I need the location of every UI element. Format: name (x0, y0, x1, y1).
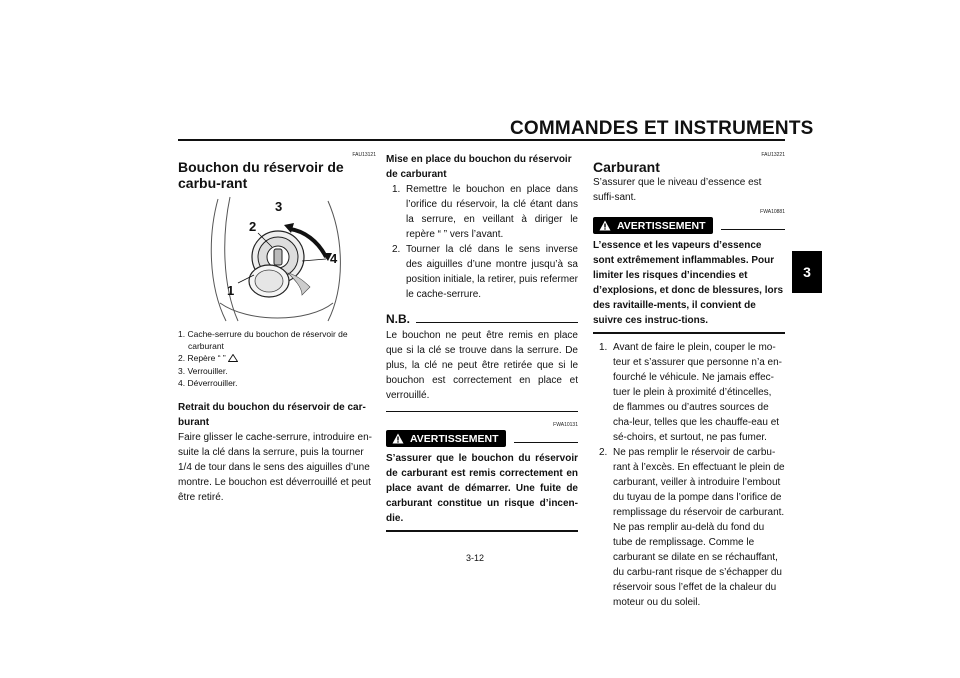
fuel-cap-illustration (178, 195, 376, 323)
page-title: COMMANDES ET INSTRUMENTS (510, 118, 814, 139)
fuel-steps (593, 340, 785, 610)
nb-label: N.B. (386, 312, 410, 326)
fuel-step-1-text: Avant de faire le plein, couper le mo-teur et s’assurer que personne n’a en-fourché le véhicule. Ne jamais effec-tuer le plein à proximité d’étincelles, de flammes ou d’autres sources de cha-leur, telles que les chauffe-eau et sé-choirs, et surtout, ne pas fumer. (613, 341, 782, 443)
warning-banner (593, 217, 785, 234)
install-step-2-text: Tourner la clé dans le sens inverse des aiguilles d’une montre jusqu’à sa position initiale, la retirer, puis refermer le cache-serrure. (406, 244, 578, 300)
section-heading: Carburant (593, 159, 660, 175)
warning-rule (593, 332, 785, 334)
header-rule (178, 139, 785, 141)
nb-text: Le bouchon ne peut être remis en place que si la clé se trouve dans la serrure. De plus, la clé ne peut être retirée que si le bouchon est correctement en place et verrouillé. (386, 330, 578, 401)
install-heading: Mise en place du bouchon du réservoir de carburant (386, 154, 572, 180)
column-2 (386, 152, 578, 532)
warning-rule (386, 530, 578, 532)
section-heading: Bouchon du réservoir de carbu-rant (178, 159, 344, 191)
figure-label-2: 2 (249, 219, 257, 234)
column-1 (178, 152, 376, 505)
section-code: FAU13221 (761, 152, 785, 158)
nb-rule (386, 411, 578, 412)
caption-3: 3. Verrouiller. (178, 365, 228, 376)
warning-code: FWA10131 (553, 422, 578, 428)
warning-label: AVERTISSEMENT (410, 432, 499, 445)
warning-text: L’essence et les vapeurs d’essence sont extrêmement inflammables. Pour limiter les risques d’incendies et d’explosions, et donc de blessures, lors des ravitaille-ments, il convient de suivre ces instruc-tions. (593, 240, 784, 326)
install-step-1-text: Remettre le bouchon en place dans l’orifice du réservoir, la clé étant dans la serrure, en veillant à diriger le repère “ ” vers l’avant. (406, 184, 578, 240)
warning-label: AVERTISSEMENT (617, 219, 706, 232)
figure-captions (178, 329, 376, 390)
caption-4: 4. Déverrouiller. (178, 378, 238, 388)
fuel-step-1: 1. Avant de faire le plein, couper le mo-teur et s’assurer que personne n’a en-fourché le véhicule. Ne jamais effec-tuer le plein à proximité d’étincelles, de flammes ou d’autres sources de cha-leur, telles que les chauffe-eau et sé-choirs, et surtout, ne pas fumer. (599, 340, 785, 445)
warning-label-box (593, 217, 713, 234)
warning-triangle-icon (392, 433, 404, 444)
install-step-1: 1. Remettre le bouchon en place dans l’orifice du réservoir, la clé étant dans la serrure, en veillant à diriger le repère “ ” vers l’avant. (392, 184, 578, 240)
install-step-2: 2. Tourner la clé dans le sens inverse des aiguilles d’une montre jusqu’à sa position initiale, la retirer, puis refermer le cache-serrure. (392, 244, 578, 300)
fuel-step-2: 2. Ne pas remplir le réservoir de carbu-rant à l’excès. En effectuant le plein de carburant, veiller à introduire l’embout du tuyau de la pompe dans l’orifice de remplissage du réservoir de carburant. Ne pas remplir au-delà du fond du tube de remplissage. Comme le carburant se dilate en se réchauffant, du carbu-rant risque de s’échapper du réservoir sous l’effet de la chaleur du moteur ou du soleil. (599, 446, 785, 608)
caption-2 (178, 353, 376, 365)
caption-2-text: 2. Repère “ ” (178, 353, 226, 363)
warning-label-box (386, 430, 506, 447)
chapter-tab: 3 (792, 251, 822, 293)
install-steps (386, 182, 578, 302)
warning-banner (386, 430, 578, 447)
warning-code: FWA10881 (760, 209, 785, 215)
figure-label-1: 1 (227, 283, 235, 298)
fuel-cap-figure (178, 195, 376, 323)
column-3 (593, 152, 785, 610)
fuel-intro: S’assurer que le niveau d’essence est suffi-sant. (593, 177, 762, 203)
triangle-mark-icon (228, 354, 238, 362)
caption-1: 1. Cache-serrure du bouchon de réservoir de carburant (178, 329, 348, 351)
removal-heading: Retrait du bouchon du réservoir de car-burant (178, 401, 366, 428)
warning-text: S’assurer que le bouchon du réservoir de carburant est remis correctement en place avant de démarrer. Une fuite de carburant constitue un risque d’incen-die. (386, 453, 578, 524)
section-code: FAU13121 (352, 152, 376, 158)
fuel-step-2-text: Ne pas remplir le réservoir de carbu-rant à l’excès. En effectuant le plein de carburant, veiller à introduire l’embout du tuyau de la pompe dans l’orifice de remplissage du réservoir de carburant. Ne pas remplir au-delà du fond du tube de remplissage. Comme le carburant se dilate en se réchauffant, du carbu-rant risque de s’échapper du réservoir sous l’effet de la chaleur du moteur ou du soleil. (613, 446, 785, 608)
warning-triangle-icon (599, 220, 611, 231)
removal-body: Faire glisser le cache-serrure, introduire en-suite la clé dans la serrure, puis la tourner 1/4 de tour dans le sens des aiguilles d’une montre. Le bouchon est déverrouillé et peut être retiré. (178, 431, 372, 503)
nb-header (386, 312, 578, 326)
figure-label-3: 3 (275, 199, 283, 214)
page-number: 3-12 (466, 553, 485, 563)
figure-label-4: 4 (330, 251, 338, 266)
